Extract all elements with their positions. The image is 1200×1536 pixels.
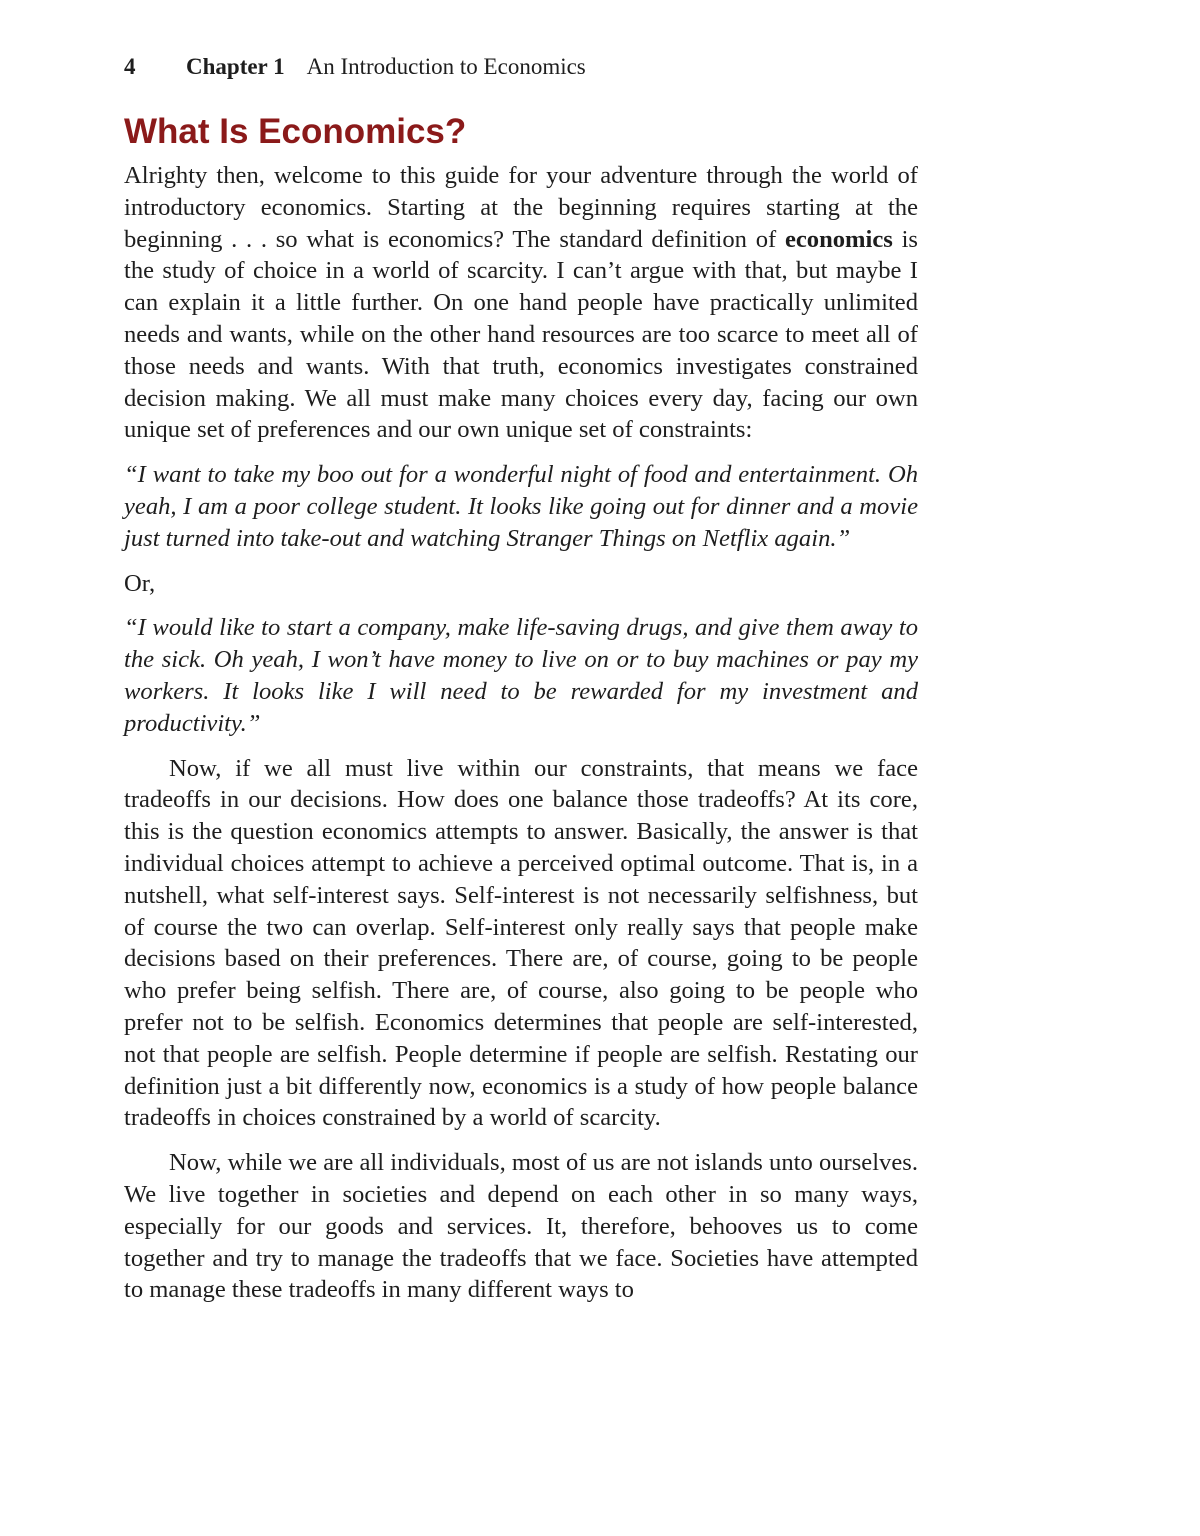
body-text (124, 160, 918, 1306)
page-number: 4 (124, 54, 136, 79)
or-line: Or, (124, 569, 156, 597)
chapter-title: An Introduction to Economics (306, 54, 586, 79)
chapter-label: Chapter 1 (186, 54, 285, 79)
key-term-economics: economics (784, 225, 893, 253)
running-head (124, 52, 586, 82)
section-title: What Is Economics? (124, 112, 467, 151)
quote-student: “I want to take my boo out for a wonderful night of food and entertainment. Oh yeah, I am a poor college student. It looks like going out for dinner and a movie just turned into take-out and watching Stranger Things on Netflix again.” (124, 461, 918, 552)
paragraph-intro-text-1: Alrighty then, welcome to this guide for your adventure through the world of introductory economics. Starting at the beginning requires starting at the beginning . . . so what is economics? The standard definition of (124, 162, 918, 253)
paragraph-intro (124, 160, 918, 446)
book-page (124, 0, 918, 1536)
paragraph-tradeoffs: Now, if we all must live within our constraints, that means we face tradeoffs in our decisions. How does one balance those tradeoffs? At its core, this is the question economics attempts to answer. Basically, the answer is that individual choices attempt to achieve a perceived optimal outcome. That is, in a nutshell, what self-interest says. Self-interest is not necessarily selfishness, but of course the two can overlap. Self-interest only really says that people make decisions based on their preferences. There are, of course, going to be people who prefer being selfish. There are, of course, also going to be people who prefer not to be selfish. Economics determines that people are self-interested, not that people are selfish. People determine if people are selfish. Restating our definition just a bit differently now, economics is a study of how people balance tradeoffs in choices constrained by a world of scarcity. (124, 754, 918, 1132)
paragraph-intro-text-2: is the study of choice in a world of scarcity. I can’t argue with that, but maybe I can explain it a little further. On one hand people have practically unlimited needs and wants, while on the other hand resources are too scarce to meet all of those needs and wants. With that truth, economics investigates constrained decision making. We all must make many choices every day, facing our own unique set of preferences and our own unique set of constraints: (124, 225, 918, 444)
paragraph-societies: Now, while we are all individuals, most of us are not islands unto ourselves. We live together in societies and depend on each other in so many ways, especially for our goods and services. It, therefore, behooves us to come together and try to manage the tradeoffs that we face. Societies have attempted to manage these tradeoffs in many different ways to (124, 1149, 918, 1304)
quote-company: “I would like to start a company, make life-saving drugs, and give them away to the sick. Oh yeah, I won’t have money to live on or to buy machines or pay my workers. It looks like I will need to be rewarded for my investment and productivity.” (124, 614, 918, 737)
